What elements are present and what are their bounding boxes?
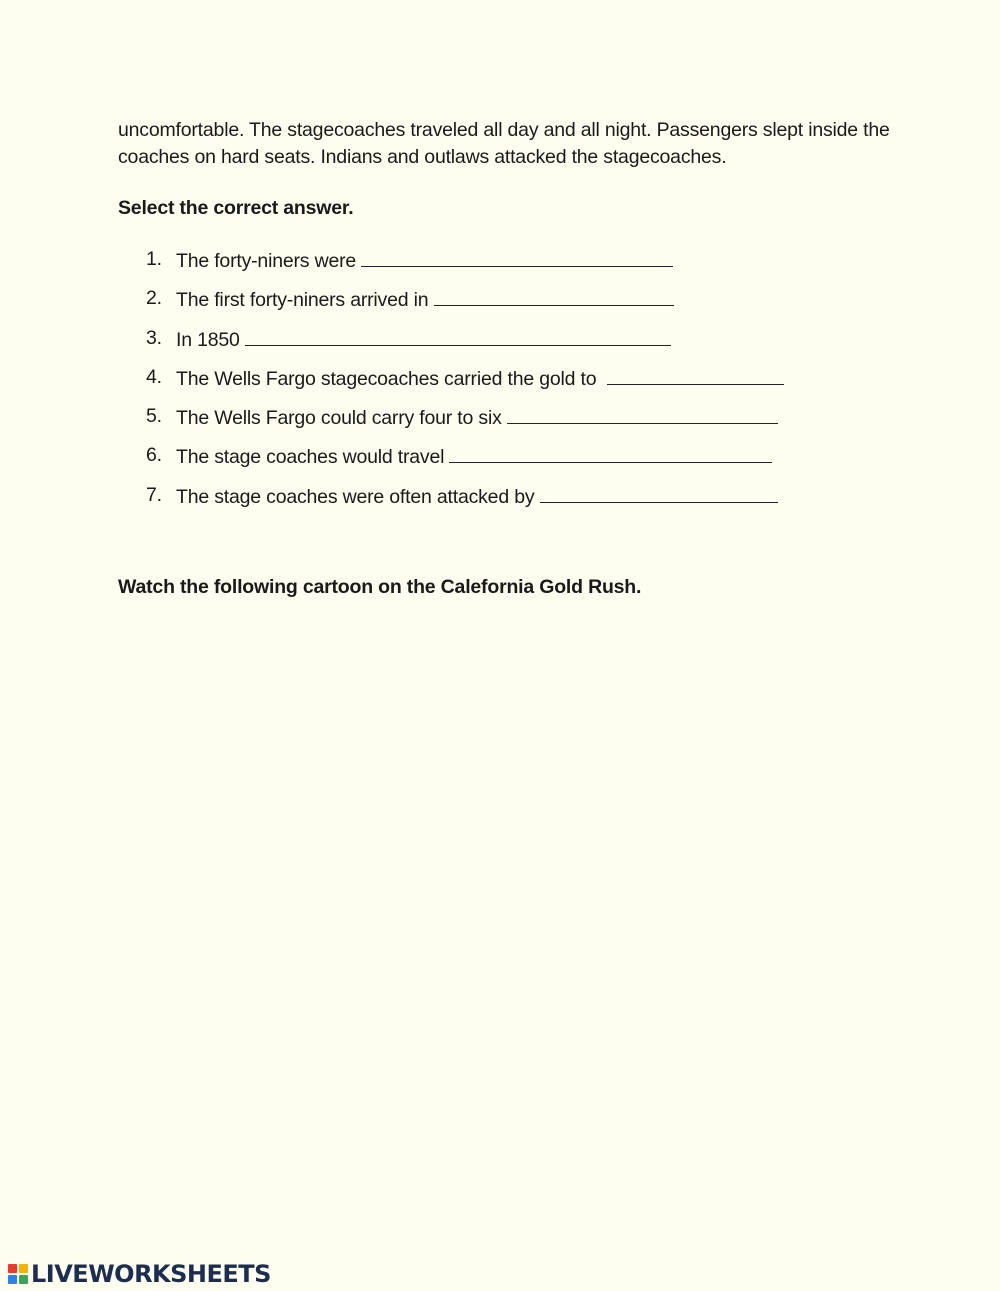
intro-line-1: uncomfortable. The stagecoaches traveled all day and all night. Passengers slept inside the: [118, 119, 890, 141]
logo-text: LIVEWORKSHEETS: [31, 1260, 271, 1288]
question-text: The stage coaches would travel: [176, 446, 445, 469]
liveworksheets-logo[interactable]: [8, 1260, 271, 1288]
question-number: 2.: [146, 287, 162, 310]
logo-square: [8, 1275, 17, 1284]
question-text: The Wells Fargo could carry four to six: [176, 407, 502, 430]
question-number: 7.: [146, 483, 162, 506]
logo-mark-icon: [8, 1264, 28, 1284]
answer-blank[interactable]: [245, 327, 671, 346]
question-number: 6.: [146, 444, 162, 467]
logo-square: [19, 1264, 28, 1273]
answer-blank[interactable]: [434, 287, 674, 306]
answer-blank[interactable]: [449, 444, 772, 463]
intro-line-2: coaches on hard seats. Indians and outlaws attacked the stagecoaches.: [118, 146, 727, 168]
answer-blank[interactable]: [607, 366, 784, 385]
question-number: 4.: [146, 365, 162, 388]
intro-paragraph: [118, 117, 908, 171]
question-number: 5.: [146, 405, 162, 428]
answer-blank[interactable]: [540, 484, 778, 503]
question-text: The Wells Fargo stagecoaches carried the gold to: [176, 367, 597, 390]
answer-blank[interactable]: [361, 248, 673, 267]
watch-heading: Watch the following cartoon on the Calefornia Gold Rush.: [118, 576, 642, 598]
instruction-heading: Select the correct answer.: [118, 197, 354, 219]
question-number: 3.: [146, 326, 162, 349]
question-text: The stage coaches were often attacked by: [176, 485, 535, 508]
question-text: In 1850: [176, 328, 240, 351]
question-text: The forty-niners were: [176, 250, 357, 272]
question-number: 1.: [146, 248, 162, 270]
answer-blank[interactable]: [507, 405, 778, 424]
question-text: The first forty-niners arrived in: [176, 289, 429, 312]
logo-square: [19, 1275, 28, 1284]
logo-square: [8, 1264, 17, 1273]
